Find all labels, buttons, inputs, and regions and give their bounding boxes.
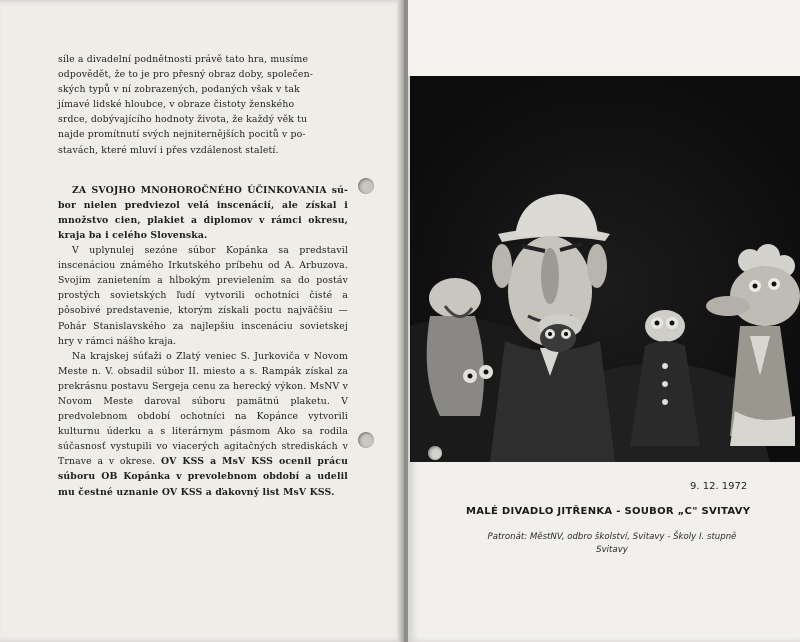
punch-hole bbox=[358, 432, 374, 448]
page-edge bbox=[398, 0, 404, 642]
recognition-text: OV KSS a MsV KSS ocenil prácu súboru OB Kopánka v prevolebnom období a udelil mu čestné uznanie OV KSS a ďakovný list MsV KSS. bbox=[58, 456, 349, 498]
awards-text: sú-bor nielen predviezol velá inscenácií, ale získal i množstvo cien, plakiet a diplomov v rámci okresu, kraja ba i celého Slovenska. bbox=[58, 184, 349, 241]
intro-line: stavách, které mluví i přes vzdálenost staletí. bbox=[58, 144, 279, 156]
intro-line: jímavé lidské hloubce, v obraze čistoty ženského bbox=[58, 99, 295, 111]
season-paragraph: V uplynulej sezóne súbor Kopánka sa predstavil inscenáciou známého Irkutského príbehu od A. Arbuzova. Svojim zanietením a hĺbokým previelením sa do postáv prostých sovietských ľudí vytvorili ochotníci čisté a pôsobivé predstavenie, ktorým získali poctu najväčšiu — Pohár Stanislavského za najlepšiu inscenáciu sovietskej hry v rámci nášho kraja. bbox=[58, 245, 348, 347]
awards-paragraph bbox=[58, 183, 348, 243]
blank-strip bbox=[408, 0, 800, 76]
intro-line: síle a divadelní podnětnosti právě tato hra, musíme bbox=[58, 54, 309, 65]
patronage-line: Svitavy bbox=[596, 545, 628, 555]
punch-hole bbox=[428, 446, 442, 460]
intro-line: srdce, dobývajícího hodnoty života, že každý věk tu bbox=[58, 114, 308, 126]
puppet-photo bbox=[410, 76, 800, 462]
intro-paragraph bbox=[58, 52, 348, 158]
intro-line: ských typů v ní zobrazených, podaných však v tak bbox=[58, 84, 300, 96]
patronage-text bbox=[462, 531, 762, 557]
patronage-line: Patronát: MěstNV, odbro školství, Svitavy - Školy I. stupně bbox=[487, 532, 737, 542]
left-page-text bbox=[58, 52, 348, 500]
performance-date: 9. 12. 1972 bbox=[690, 481, 748, 492]
section-heading: ZA SVOJHO MNOHOROČNÉHO ÚČINKOVANIA bbox=[72, 184, 327, 196]
performance-title: MALÉ DIVADLO JITŘENKA - SOUBOR „C" SVITAVY bbox=[466, 506, 751, 517]
puppet-illustration bbox=[410, 76, 800, 462]
punch-hole bbox=[358, 178, 374, 194]
competition-paragraph bbox=[58, 349, 348, 500]
intro-line: najde promítnutí svých nejniternějších pocitů v po- bbox=[58, 129, 306, 141]
competition-text: Na krajskej súťaži o Zlatý veniec S. Jurkoviča v Novom Meste n. V. obsadil súbor II. miesto a s. Rampák získal za prekrásnu postavu Sergeja cenu za herecký výkon. MsNV v Novom Meste daroval súboru pamätnú plaketu. V predvolebnom období ochotníci na Kopánce vytvorili kulturnu úderku a s literárnym pásmom Ako sa rodila súčasnosť vystupili vo viacerých agitačných strediskách v Trnave a v okrese. bbox=[58, 350, 348, 468]
intro-line: odpovědět, že to je pro přesný obraz doby, společen- bbox=[58, 69, 313, 81]
